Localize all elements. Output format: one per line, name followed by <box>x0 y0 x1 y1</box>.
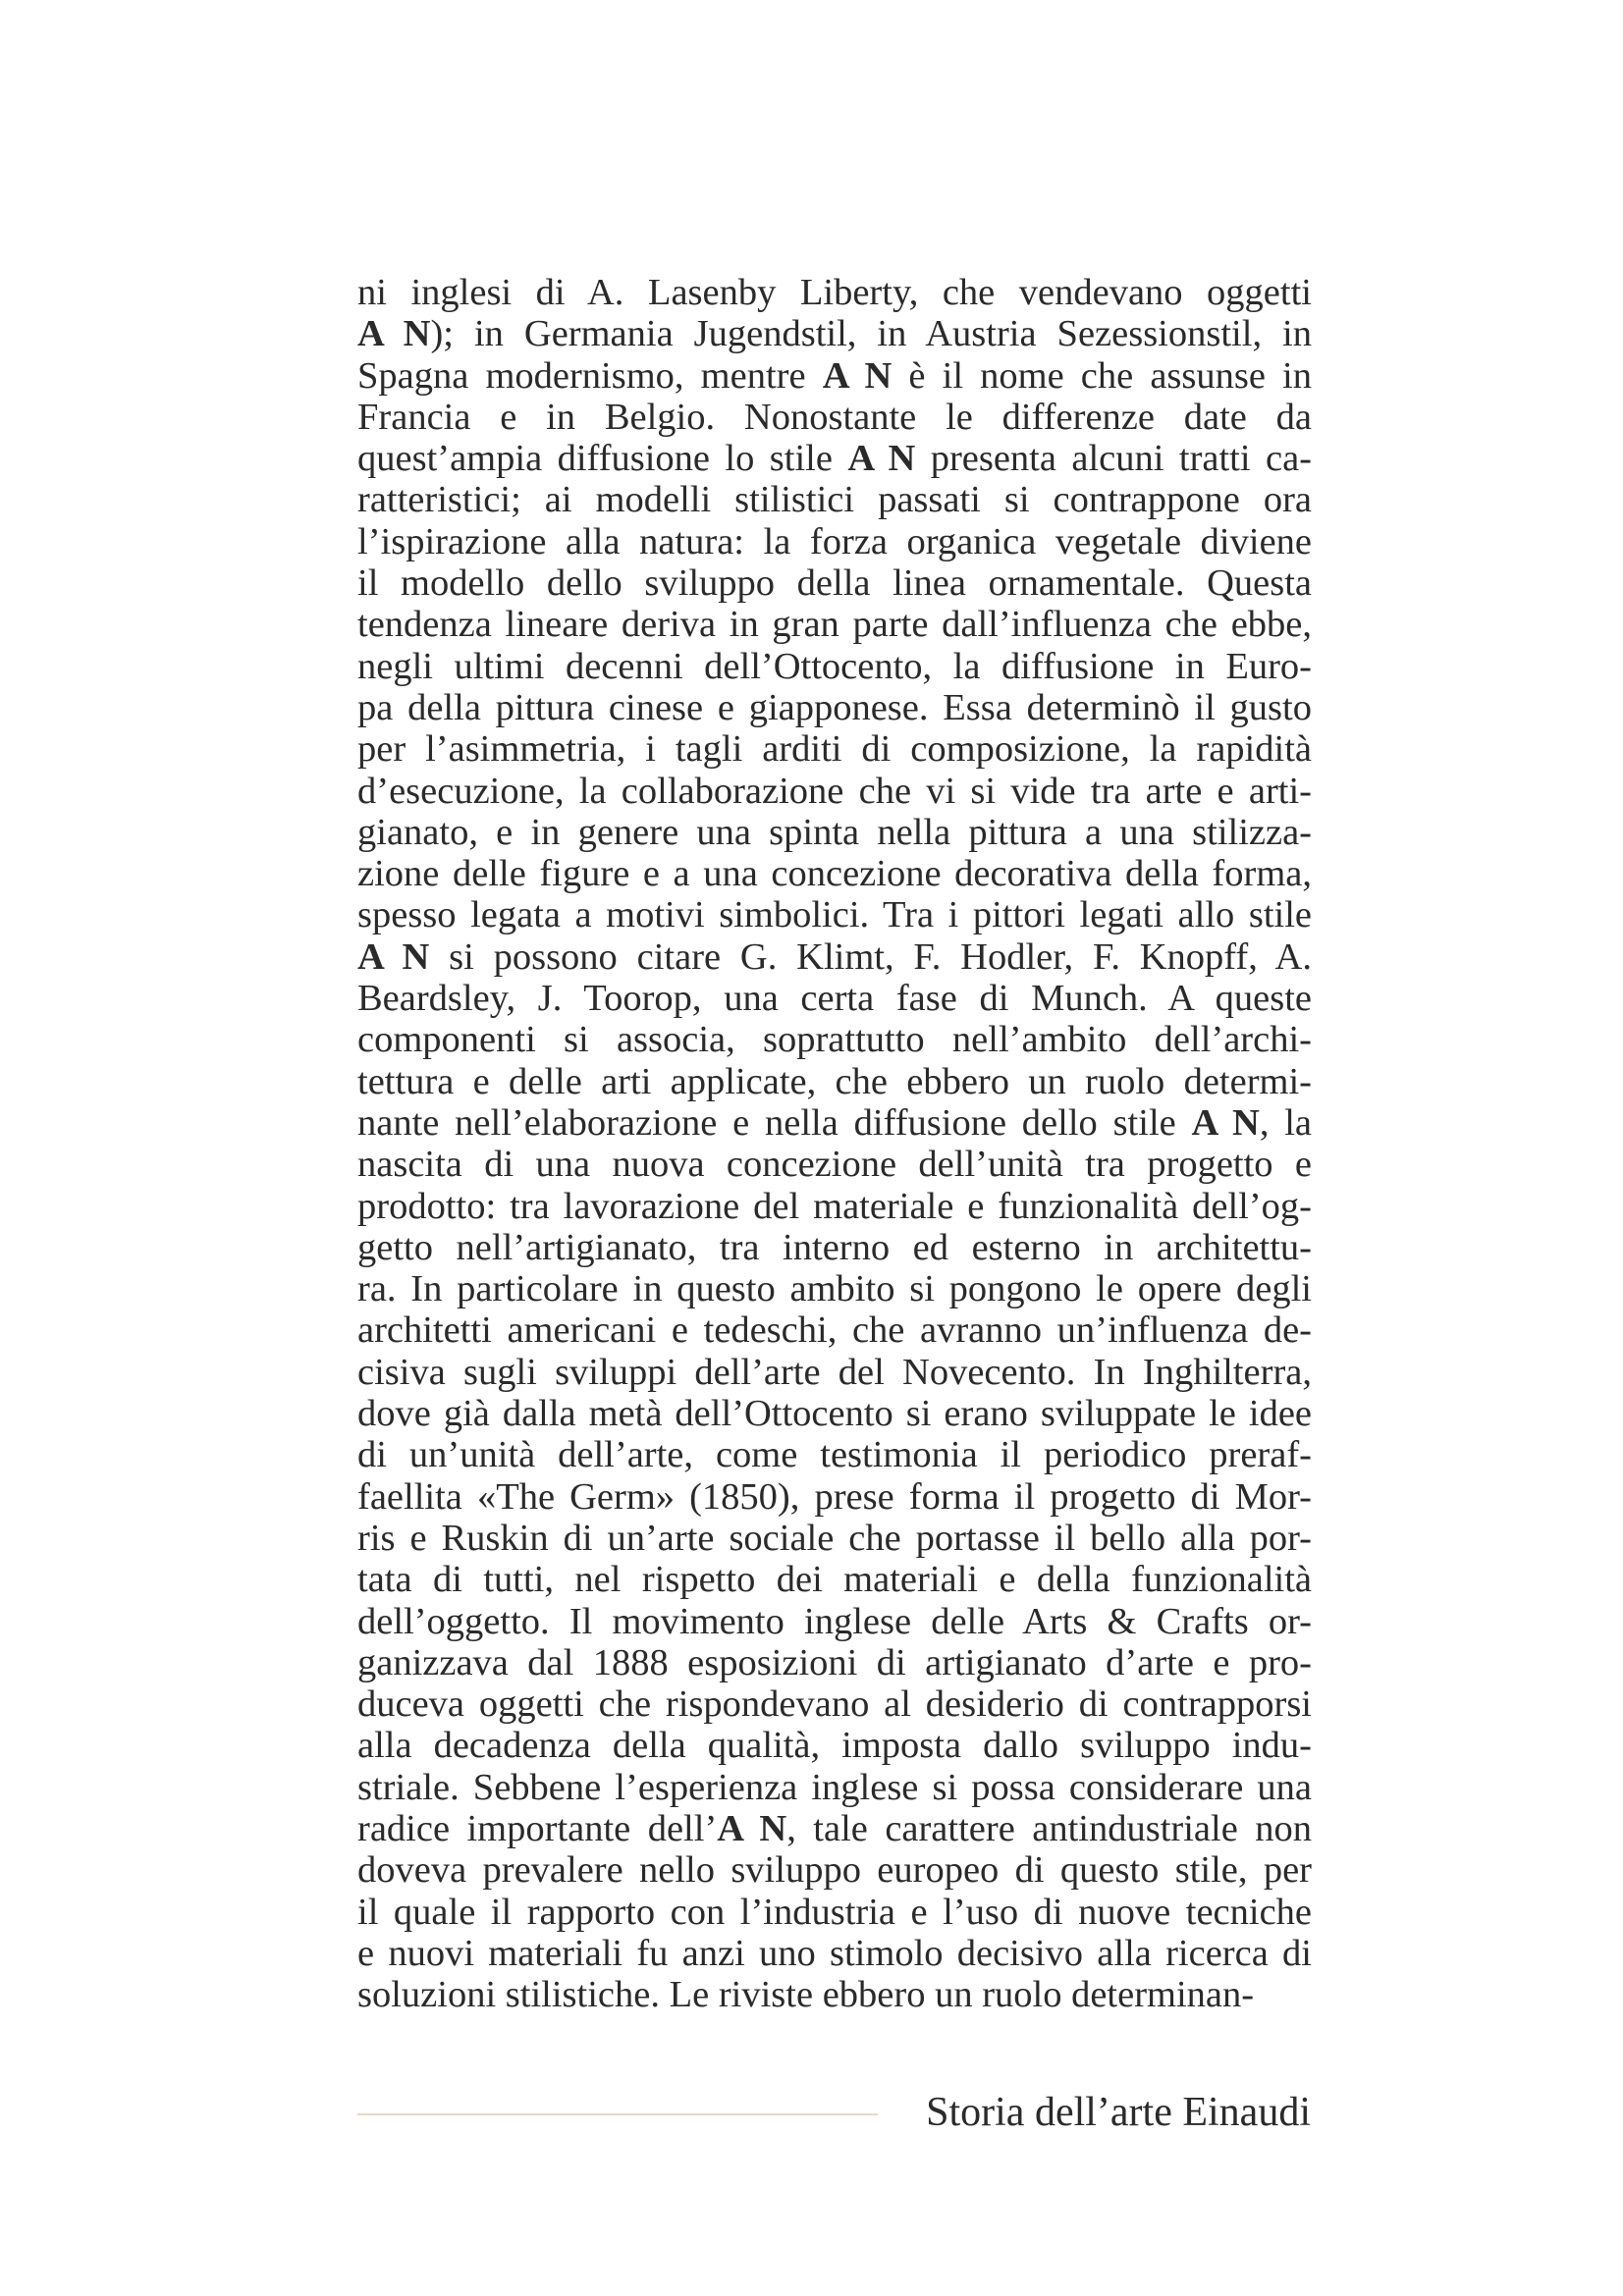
text-line <box>357 1352 1312 1393</box>
text-line <box>357 1476 1312 1518</box>
text-line <box>357 1227 1312 1268</box>
bold-abbreviation: A N <box>1191 1101 1260 1144</box>
text-run: presenta alcuni tratti ca- <box>915 438 1312 480</box>
text-line <box>357 1849 1312 1891</box>
text-run: dell’oggetto. Il movimento inglese delle Arts & Crafts or- <box>357 1600 1312 1642</box>
text-run: ris e Ruskin di un’arte sociale che portasse il bello alla por- <box>357 1517 1312 1559</box>
text-run: ganizzava dal 1888 esposizioni di artigianato d’arte e pro- <box>357 1641 1312 1683</box>
text-run: Francia e in Belgio. Nonostante le differenze date da <box>357 396 1312 438</box>
text-run: pa della pittura cinese e giapponese. Essa determinò il gusto <box>357 686 1312 728</box>
text-run: zione delle figure e a una concezione decorativa della forma, <box>357 853 1312 895</box>
text-line <box>357 479 1312 520</box>
text-line <box>357 936 1312 978</box>
text-run: l’ispirazione alla natura: la forza organica vegetale diviene <box>357 520 1312 562</box>
text-line <box>357 978 1312 1019</box>
text-run: si possono citare G. Klimt, F. Hodler, F. Knopff, A. <box>429 935 1312 978</box>
text-line <box>357 272 1312 313</box>
text-line <box>357 521 1312 562</box>
text-line <box>357 1518 1312 1559</box>
footer-title: Storia dell’arte Einaudi <box>926 2090 1311 2135</box>
bold-abbreviation: A N <box>357 935 430 978</box>
bold-abbreviation: A N <box>717 1807 787 1849</box>
text-line <box>357 1642 1312 1683</box>
text-run: componenti si associa, soprattutto nell’ambito dell’archi- <box>357 1019 1312 1061</box>
text-run: di un’unità dell’arte, come testimonia il periodico preraf- <box>357 1434 1312 1476</box>
text-line <box>357 355 1312 397</box>
text-line <box>357 1933 1312 1974</box>
text-run: faellita «The Germ» (1850), prese forma il progetto di Mor- <box>357 1475 1312 1518</box>
text-line <box>357 1019 1312 1060</box>
text-line <box>357 1102 1312 1144</box>
text-run: tata di tutti, nel rispetto dei materiali e della funzionalità <box>357 1559 1312 1601</box>
text-line <box>357 397 1312 438</box>
text-line <box>357 438 1312 479</box>
text-run: Beardsley, J. Toorop, una certa fase di Munch. A queste <box>357 978 1312 1020</box>
text-line <box>357 1974 1312 2015</box>
text-run: ratteristici; ai modelli stilistici passati si contrappone ora <box>357 479 1312 521</box>
text-run: spesso legata a motivi simbolici. Tra i pittori legati allo stile <box>357 894 1312 936</box>
text-run: , tale carattere antindustriale non <box>786 1807 1312 1849</box>
text-run: , la <box>1259 1101 1313 1144</box>
text-line <box>357 313 1312 354</box>
text-run: tendenza lineare deriva in gran parte dall’influenza che ebbe, <box>357 604 1312 646</box>
text-run: architetti americani e tedeschi, che avranno un’influenza de- <box>357 1309 1312 1352</box>
text-run: e nuovi materiali fu anzi uno stimolo decisivo alla ricerca di <box>357 1932 1312 1974</box>
text-line <box>357 1309 1312 1351</box>
body-text <box>357 272 1312 2015</box>
text-run: ra. In particolare in questo ambito si pongono le opere degli <box>357 1268 1312 1310</box>
text-run: radice importante dell’ <box>357 1807 718 1849</box>
text-run: ni inglesi di A. Lasenby Liberty, che vendevano oggetti <box>357 272 1312 313</box>
text-line <box>357 1559 1312 1600</box>
text-line <box>357 1061 1312 1102</box>
text-line <box>357 853 1312 894</box>
bold-abbreviation: A N <box>847 438 916 480</box>
footer-divider <box>357 2113 878 2115</box>
text-line <box>357 604 1312 645</box>
text-run: per l’asimmetria, i tagli arditi di composizione, la rapidità <box>357 728 1312 771</box>
text-line <box>357 687 1312 728</box>
text-run: gianato, e in genere una spinta nella pittura a una stilizza- <box>357 811 1312 853</box>
bold-abbreviation: A N <box>822 354 893 397</box>
bold-abbreviation: A N <box>357 313 431 355</box>
text-line <box>357 1601 1312 1642</box>
text-run: Spagna modernismo, mentre <box>357 354 823 397</box>
text-line <box>357 1393 1312 1434</box>
text-run: duceva oggetti che rispondevano al desiderio di contrapporsi <box>357 1683 1312 1726</box>
text-line <box>357 1683 1312 1725</box>
text-line <box>357 1434 1312 1475</box>
text-run: ); in Germania Jugendstil, in Austria Sezessionstil, in <box>430 313 1313 355</box>
text-line <box>357 1767 1312 1808</box>
text-run: nante nell’elaborazione e nella diffusione dello stile <box>357 1101 1192 1144</box>
text-line <box>357 1144 1312 1185</box>
text-run: negli ultimi decenni dell’Ottocento, la diffusione in Euro- <box>357 645 1312 687</box>
text-run: getto nell’artigianato, tra interno ed esterno in architettu- <box>357 1226 1312 1268</box>
text-line <box>357 894 1312 935</box>
text-line <box>357 812 1312 853</box>
text-line <box>357 1186 1312 1227</box>
text-run: d’esecuzione, la collaborazione che vi si vide tra arte e arti- <box>357 770 1312 812</box>
text-run: prodotto: tra lavorazione del materiale e funzionalità dell’og- <box>357 1185 1312 1227</box>
text-line <box>357 562 1312 604</box>
text-run: tettura e delle arti applicate, che ebbero un ruolo determi- <box>357 1060 1312 1102</box>
text-line <box>357 771 1312 812</box>
text-run: alla decadenza della qualità, imposta dallo sviluppo indu- <box>357 1725 1312 1767</box>
text-run: striale. Sebbene l’esperienza inglese si possa considerare una <box>357 1766 1312 1808</box>
text-run: dove già dalla metà dell’Ottocento si erano sviluppate le idee <box>357 1393 1312 1435</box>
text-run: il quale il rapporto con l’industria e l’uso di nuove tecniche <box>357 1891 1312 1933</box>
text-run: soluzioni stilistiche. Le riviste ebbero un ruolo determinan- <box>357 1974 1255 2016</box>
text-run: nascita di una nuova concezione dell’unità tra progetto e <box>357 1144 1312 1186</box>
text-line <box>357 646 1312 687</box>
text-line <box>357 728 1312 770</box>
text-run: il modello dello sviluppo della linea ornamentale. Questa <box>357 562 1312 605</box>
text-run: doveva prevalere nello sviluppo europeo di questo stile, per <box>357 1849 1312 1892</box>
text-run: quest’ampia diffusione lo stile <box>357 438 848 480</box>
text-run: è il nome che assunse in <box>892 354 1313 397</box>
text-run: cisiva sugli sviluppi dell’arte del Novecento. In Inghilterra, <box>357 1351 1312 1393</box>
text-line <box>357 1892 1312 1933</box>
text-line <box>357 1808 1312 1849</box>
text-line <box>357 1725 1312 1766</box>
text-line <box>357 1268 1312 1309</box>
